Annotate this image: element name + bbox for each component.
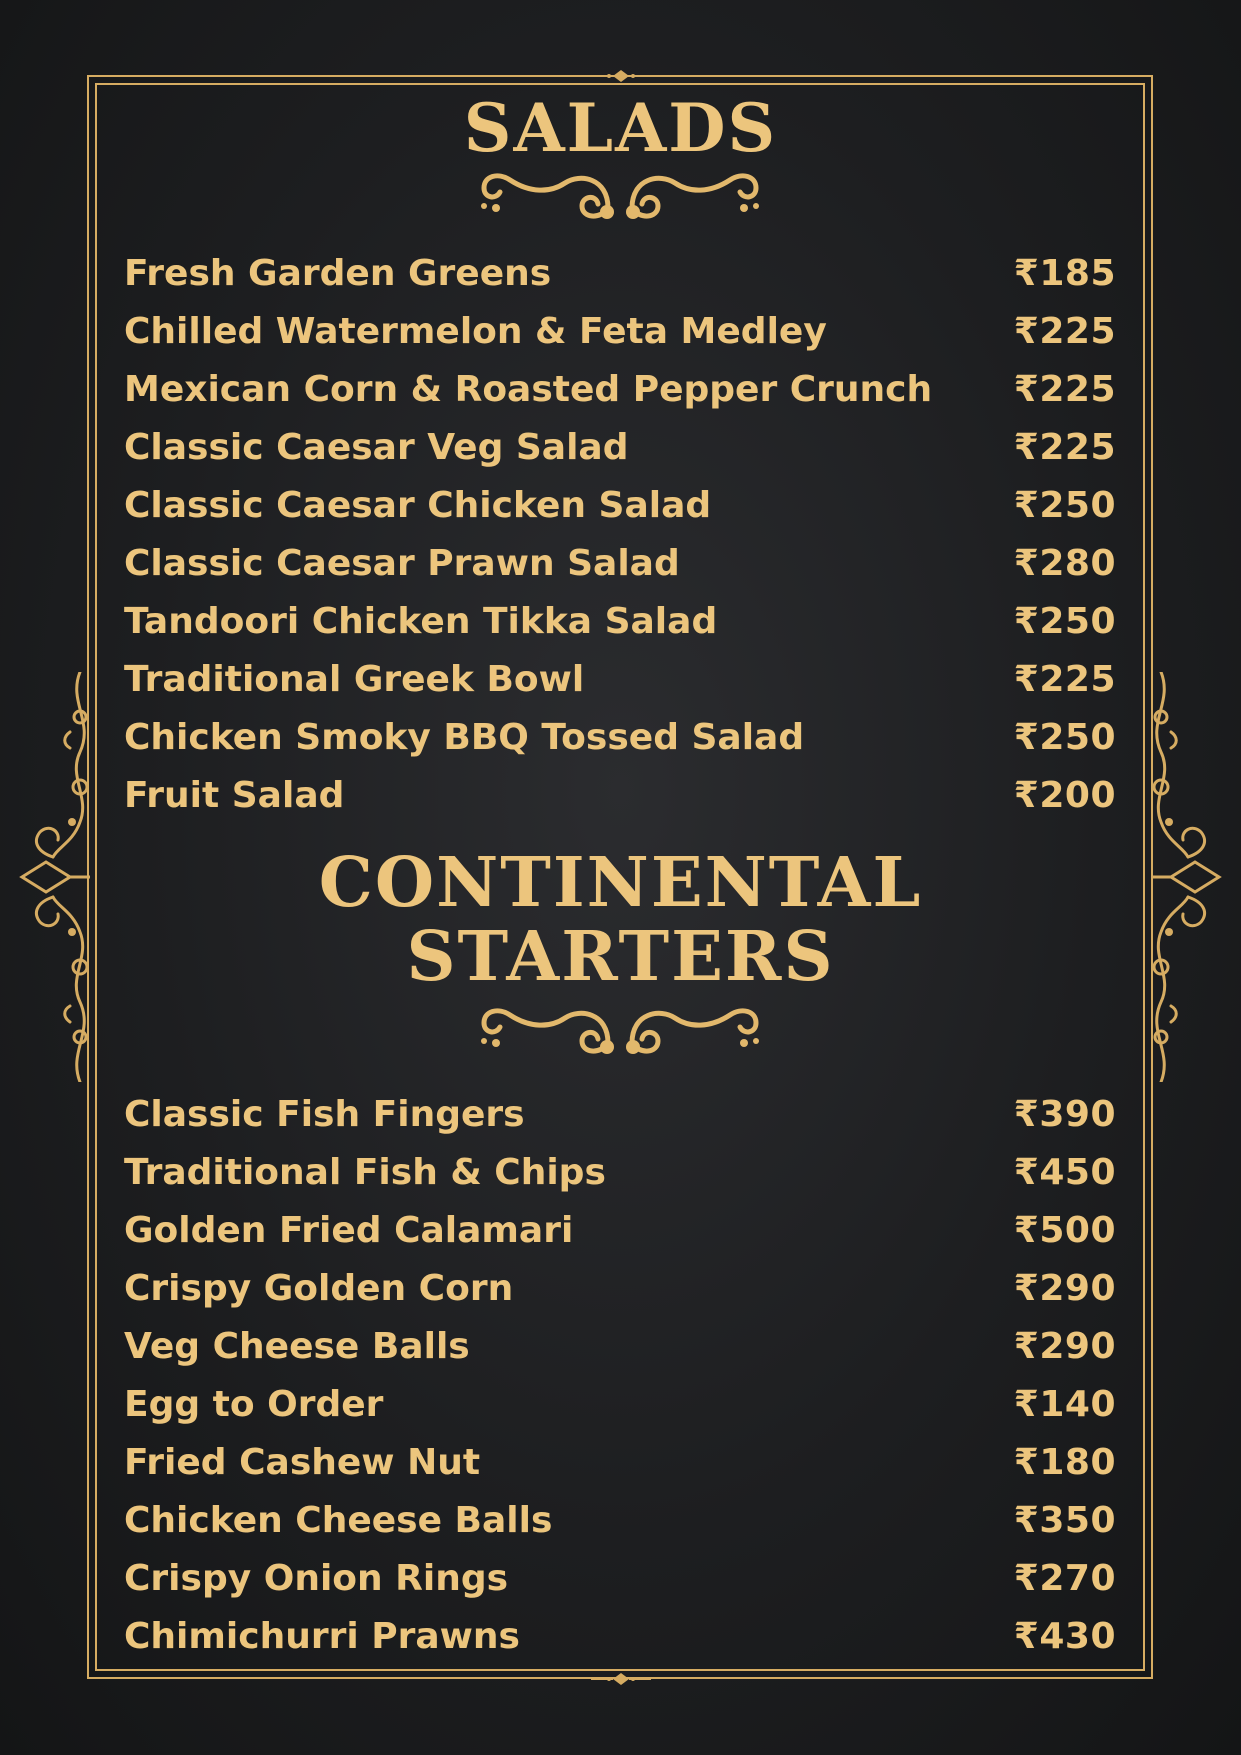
frame-diamond-icon xyxy=(591,68,651,84)
item-name: Traditional Greek Bowl xyxy=(124,658,585,700)
list-item xyxy=(124,1375,1116,1433)
item-price: ₹250 xyxy=(1013,716,1116,758)
list-item xyxy=(124,302,1116,360)
item-name: Chilled Watermelon & Feta Medley xyxy=(124,310,827,352)
item-price: ₹390 xyxy=(1013,1093,1116,1135)
list-item xyxy=(124,1433,1116,1491)
item-price: ₹250 xyxy=(1013,600,1116,642)
list-item xyxy=(124,1201,1116,1259)
item-name: Chicken Cheese Balls xyxy=(124,1499,553,1541)
item-name: Crispy Onion Rings xyxy=(124,1557,509,1599)
list-item xyxy=(124,1607,1116,1665)
item-price: ₹430 xyxy=(1013,1615,1116,1657)
list-item xyxy=(124,1491,1116,1549)
section-title-continental-starters xyxy=(0,843,1241,997)
item-name: Fruit Salad xyxy=(124,774,345,816)
list-item xyxy=(124,1317,1116,1375)
item-name: Chimichurri Prawns xyxy=(124,1615,520,1657)
frame-diamond-icon xyxy=(591,1671,651,1687)
list-item xyxy=(124,244,1116,302)
item-price: ₹290 xyxy=(1013,1267,1116,1309)
item-price: ₹450 xyxy=(1013,1151,1116,1193)
item-price: ₹350 xyxy=(1013,1499,1116,1541)
list-item xyxy=(124,1259,1116,1317)
item-price: ₹180 xyxy=(1013,1441,1116,1483)
item-price: ₹270 xyxy=(1013,1557,1116,1599)
item-name: Egg to Order xyxy=(124,1383,384,1425)
flourish-divider-icon xyxy=(470,158,770,230)
list-item xyxy=(124,1085,1116,1143)
item-price: ₹225 xyxy=(1013,310,1116,352)
section-title-line2: STARTERS xyxy=(406,917,835,997)
item-name: Tandoori Chicken Tikka Salad xyxy=(124,600,718,642)
item-name: Crispy Golden Corn xyxy=(124,1267,514,1309)
item-price: ₹225 xyxy=(1013,426,1116,468)
list-item xyxy=(124,418,1116,476)
starters-menu-list xyxy=(124,1085,1116,1665)
item-price: ₹500 xyxy=(1013,1209,1116,1251)
list-item xyxy=(124,1143,1116,1201)
item-price: ₹225 xyxy=(1013,368,1116,410)
flourish-divider-icon xyxy=(470,993,770,1065)
item-price: ₹290 xyxy=(1013,1325,1116,1367)
item-name: Fresh Garden Greens xyxy=(124,252,552,294)
item-price: ₹250 xyxy=(1013,484,1116,526)
item-price: ₹225 xyxy=(1013,658,1116,700)
item-name: Mexican Corn & Roasted Pepper Crunch xyxy=(124,368,933,410)
list-item xyxy=(124,476,1116,534)
item-price: ₹185 xyxy=(1013,252,1116,294)
list-item xyxy=(124,650,1116,708)
item-price: ₹200 xyxy=(1013,774,1116,816)
item-name: Chicken Smoky BBQ Tossed Salad xyxy=(124,716,805,758)
item-name: Traditional Fish & Chips xyxy=(124,1151,606,1193)
item-price: ₹280 xyxy=(1013,542,1116,584)
item-name: Classic Caesar Veg Salad xyxy=(124,426,629,468)
item-price: ₹140 xyxy=(1013,1383,1116,1425)
list-item xyxy=(124,592,1116,650)
list-item xyxy=(124,534,1116,592)
item-name: Classic Caesar Prawn Salad xyxy=(124,542,680,584)
item-name: Classic Fish Fingers xyxy=(124,1093,525,1135)
list-item xyxy=(124,766,1116,824)
list-item xyxy=(124,708,1116,766)
section-title-salads: SALADS xyxy=(463,89,778,167)
list-item xyxy=(124,360,1116,418)
item-name: Fried Cashew Nut xyxy=(124,1441,481,1483)
item-name: Golden Fried Calamari xyxy=(124,1209,574,1251)
item-name: Veg Cheese Balls xyxy=(124,1325,470,1367)
section-title-line1: CONTINENTAL xyxy=(318,843,923,923)
item-name: Classic Caesar Chicken Salad xyxy=(124,484,712,526)
salads-menu-list xyxy=(124,244,1116,824)
list-item xyxy=(124,1549,1116,1607)
